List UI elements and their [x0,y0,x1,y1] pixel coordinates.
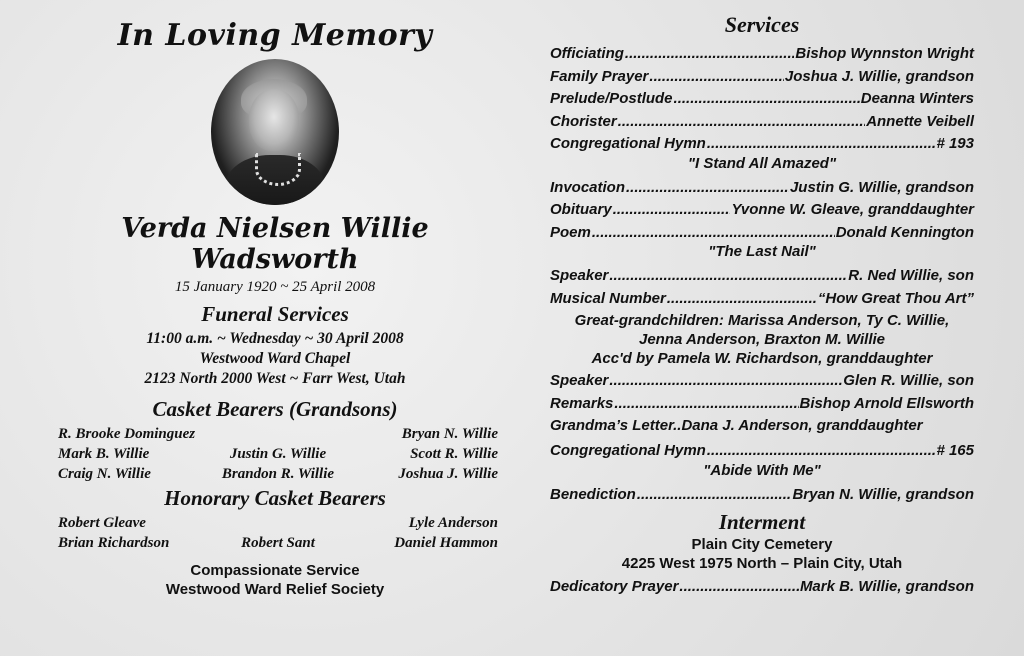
program-row-prelude [550,89,974,108]
bearer-name: R. Brooke Dominguez [58,426,196,442]
interment-heading: Interment [718,509,806,534]
program-row-family-prayer [550,67,974,86]
program-label: Musical Number [550,289,666,307]
deceased-name: Verda Nielsen Willie Wadsworth [121,213,429,275]
program-row-dedicatory-prayer [550,577,974,596]
program-label: Congregational Hymn [550,135,706,152]
bearer-name: Mark B. Willie [58,446,150,462]
honorary-name: Brian Richardson [58,535,170,551]
program-row-invocation [550,178,974,197]
program-row-obituary [550,200,974,219]
casket-bearers-heading: Casket Bearers (Grandsons) [152,397,398,421]
funeral-address: 2123 North 2000 West ~ Farr West, Utah [144,370,406,387]
portrait-photo [211,59,339,205]
program-value: Justin G. Willie, grandson [789,178,974,196]
honorary-name: Lyle Anderson [408,515,498,531]
program-label: Family Prayer [550,67,649,85]
program-row-speaker-1 [550,266,974,285]
bearer-name: Justin G. Willie [229,446,327,462]
funeral-time: 11:00 a.m. ~ Wednesday ~ 30 April 2008 [146,330,404,347]
program-value: “How Great Thou Art” [817,289,974,307]
bearer-name: Brandon R. Willie [221,466,335,482]
program-row-speaker-2 [550,371,974,390]
bearer-name: Bryan N. Willie [401,426,498,442]
poem-title: "The Last Nail" [708,243,816,260]
bearer-name: Craig N. Willie [58,466,151,482]
program-row-remarks [550,394,974,413]
hymn-1-title: "I Stand All Amazed" [687,154,837,172]
program-label: Remarks [550,394,614,412]
honorary-name: Robert Sant [241,535,315,551]
program-label: Chorister [550,112,617,130]
program-value: # 165 [936,442,974,459]
life-dates: 15 January 1920 ~ 25 April 2008 [174,279,376,295]
program-label: Benediction [550,485,636,503]
musical-accompanist: Acc'd by Pamela W. Richardson, granddaughter [591,350,933,367]
left-panel [40,14,510,599]
program-row-officiating [550,44,974,63]
portrait-necklace [255,153,301,186]
bearer-name: Scott R. Willie [410,446,498,462]
program-label: Congregational Hymn [550,442,706,459]
program-row-chorister [550,112,974,131]
grandmas-letter: Grandma’s Letter..Dana J. Anderson, granddaughter [550,417,923,434]
program-value: Bishop Wynnston Wright [795,45,974,62]
program-label: Speaker [550,372,609,389]
program-value: Bishop Arnold Ellsworth [799,394,974,412]
portrait-frame [40,59,510,205]
program-value: Joshua J. Willie, grandson [784,67,974,85]
funeral-heading: Funeral Services [201,302,349,326]
program-value: R. Ned Willie, son [848,267,974,284]
honorary-name [205,513,352,533]
program-value: Mark B. Willie, grandson [799,577,974,595]
honorary-bearers-heading: Honorary Casket Bearers [164,486,386,510]
program-row-hymn-1 [550,134,974,153]
compassionate-line-2: Westwood Ward Relief Society [165,581,385,598]
bearer-name: Joshua J. Willie [398,466,498,482]
program-value: Bryan N. Willie, grandson [792,485,974,503]
program-row-musical-number [550,289,974,308]
program-row-benediction [550,485,974,504]
right-panel [550,12,974,599]
musical-performers-2: Jenna Anderson, Braxton M. Willie [638,331,885,348]
program-value: Deanna Winters [860,90,974,107]
cemetery-address: 4225 West 1975 North – Plain City, Utah [621,554,903,572]
compassionate-line-1: Compassionate Service [190,562,360,579]
honorary-bearers-list [58,513,498,553]
program-label: Prelude/Postlude [550,90,673,107]
compassionate-service [40,561,510,599]
program-value: Glen R. Willie, son [843,372,974,389]
program-label: Poem [550,223,591,241]
program-row-hymn-2 [550,441,974,460]
bearer-name [205,424,352,444]
program-label: Dedicatory Prayer [550,577,679,595]
honorary-name: Daniel Hammon [394,535,498,551]
program-value: Yvonne W. Gleave, granddaughter [731,201,974,218]
honorary-name: Robert Gleave [58,515,146,531]
program-label: Officiating [550,45,624,62]
hymn-2-title: "Abide With Me" [703,461,821,479]
cemetery-name: Plain City Cemetery [691,535,833,553]
portrait-face [249,89,299,151]
services-heading: Services [724,12,800,37]
musical-performers-1: Great-grandchildren: Marissa Anderson, Ty C. Willie, [574,312,950,329]
program-label: Speaker [550,267,609,284]
program-value: # 193 [936,135,974,152]
program-row-poem [550,223,974,242]
program-label: Obituary [550,201,612,218]
program-value: Donald Kennington [835,223,974,241]
program-label: Invocation [550,178,626,196]
casket-bearers-list [58,424,498,484]
funeral-place: Westwood Ward Chapel [199,350,351,367]
memory-heading: In Loving Memory [117,18,433,53]
program-value: Annette Veibell [866,112,974,130]
